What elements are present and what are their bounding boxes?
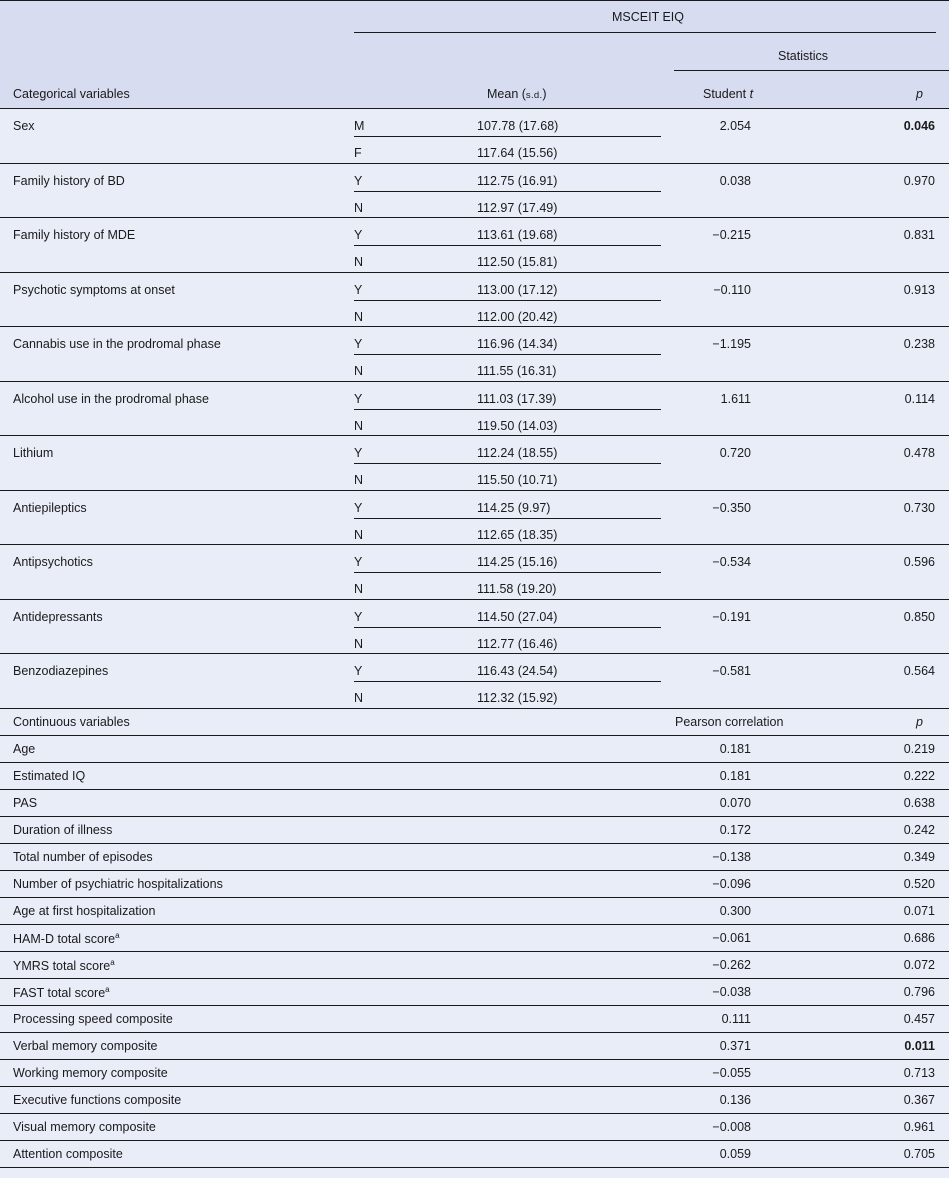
student-t-value: −0.581	[712, 664, 751, 678]
pearson-value: −0.038	[712, 984, 751, 999]
mean-header: Mean (s.d.)	[487, 87, 547, 101]
pearson-value: 0.181	[719, 768, 751, 783]
pearson-value: −0.262	[712, 957, 751, 972]
categorical-row	[0, 382, 949, 437]
category-a: Y	[354, 609, 363, 624]
mean-a: 114.50 (27.04)	[477, 609, 558, 624]
category-a: Y	[354, 500, 363, 515]
variable-label: Number of psychiatric hospitalizations	[13, 876, 223, 891]
pearson-value: −0.055	[712, 1065, 751, 1080]
student-t-value: 0.038	[719, 173, 751, 188]
variable-label: Executive functions composite	[13, 1092, 182, 1107]
student-t-value: −1.195	[712, 337, 751, 351]
table-header	[0, 0, 949, 109]
mean-b: 112.65 (18.35)	[477, 527, 558, 542]
p-value: 0.596	[903, 555, 935, 569]
variable-label: Alcohol use in the prodromal phase	[13, 391, 209, 406]
category-b: N	[354, 255, 364, 269]
p-value: 0.072	[903, 957, 935, 972]
continuous-row	[0, 1033, 949, 1060]
category-a: M	[354, 119, 365, 133]
student-t-value: −0.215	[712, 228, 751, 242]
mean-a: 111.03 (17.39)	[477, 391, 557, 406]
variable-label: Antidepressants	[13, 609, 103, 624]
pearson-value: −0.138	[712, 849, 751, 864]
continuous-row	[0, 871, 949, 898]
p-header: p	[916, 87, 923, 101]
p-value: 0.831	[903, 228, 935, 242]
categorical-row	[0, 600, 949, 655]
variable-label: Psychotic symptoms at onset	[13, 282, 175, 297]
mean-b: 117.64 (15.56)	[477, 146, 558, 160]
categorical-header: Categorical variables	[13, 87, 130, 101]
variable-label: Working memory composite	[13, 1065, 168, 1080]
category-a: Y	[354, 173, 363, 188]
category-a: Y	[354, 391, 363, 406]
mean-b: 111.58 (19.20)	[477, 582, 557, 596]
p-value: 0.071	[903, 903, 935, 918]
continuous-header-row	[0, 709, 949, 736]
student-t-value: 2.054	[719, 119, 751, 133]
p-value: 0.713	[903, 1065, 935, 1080]
student-t-value: −0.191	[712, 609, 751, 624]
p-header-continuous: p	[916, 714, 923, 729]
categorical-row	[0, 164, 949, 219]
pearson-value: 0.181	[719, 741, 751, 756]
pearson-value: 0.059	[719, 1146, 751, 1161]
category-a: Y	[354, 664, 363, 678]
variable-label: HAM-D total score$^a$	[13, 930, 120, 946]
continuous-row	[0, 844, 949, 871]
category-b: N	[354, 309, 364, 324]
continuous-row	[0, 898, 949, 925]
pearson-value: 0.300	[719, 903, 751, 918]
categorical-row	[0, 436, 949, 491]
footnote-marker: a	[115, 930, 120, 940]
categorical-row	[0, 273, 949, 328]
continuous-row	[0, 952, 949, 979]
category-b: N	[354, 200, 364, 215]
pearson-header: Pearson correlation	[675, 714, 784, 729]
p-value: 0.961	[903, 1119, 935, 1134]
p-value: 0.520	[903, 876, 935, 891]
mean-b: 112.77 (16.46)	[477, 636, 558, 651]
category-a: Y	[354, 228, 363, 242]
mean-b: 112.97 (17.49)	[477, 200, 558, 215]
p-value: 0.478	[903, 446, 935, 460]
categorical-body	[0, 109, 949, 709]
variable-label: Age	[13, 741, 36, 756]
mean-b: 111.55 (16.31)	[477, 364, 557, 378]
mean-a: 107.78 (17.68)	[477, 119, 559, 133]
category-b: N	[354, 418, 364, 433]
continuous-row	[0, 979, 949, 1006]
student-t-value: 1.611	[720, 391, 751, 406]
p-value: 0.011	[904, 1038, 935, 1053]
continuous-row	[0, 1114, 949, 1141]
p-value: 0.730	[903, 500, 935, 515]
variable-label: Duration of illness	[13, 822, 113, 837]
category-a: Y	[354, 337, 363, 351]
variable-label: Processing speed composite	[13, 1011, 173, 1026]
mean-a: 116.96 (14.34)	[477, 337, 558, 351]
mean-b: 119.50 (14.03)	[477, 418, 558, 433]
category-b: N	[354, 636, 364, 651]
pearson-value: 0.371	[719, 1038, 751, 1053]
category-b: N	[354, 527, 364, 542]
mean-b: 115.50 (10.71)	[477, 473, 558, 487]
continuous-row	[0, 736, 949, 763]
pearson-value: 0.070	[719, 795, 751, 810]
categorical-row	[0, 109, 949, 164]
msceit-header: MSCEIT EIQ	[612, 10, 685, 24]
p-value: 0.046	[903, 119, 935, 133]
pearson-value: −0.096	[712, 876, 751, 891]
p-value: 0.564	[903, 664, 935, 678]
student-t-value: −0.534	[712, 555, 751, 569]
category-b: N	[354, 691, 364, 705]
student-t-header: Student t	[703, 87, 754, 101]
p-value: 0.796	[903, 984, 935, 999]
categorical-row	[0, 218, 949, 273]
continuous-body	[0, 736, 949, 1168]
continuous-row	[0, 817, 949, 844]
mean-b: 112.00 (20.42)	[477, 309, 558, 324]
p-value: 0.367	[903, 1092, 935, 1107]
variable-label: Attention composite	[13, 1146, 123, 1161]
categorical-row	[0, 545, 949, 600]
variable-label: PAS	[13, 795, 38, 810]
variable-label: Antiepileptics	[13, 500, 87, 515]
statistics-header: Statistics	[778, 49, 829, 63]
variable-label: Age at first hospitalization	[13, 903, 156, 918]
mean-a: 113.61 (19.68)	[477, 228, 558, 242]
p-value: 0.970	[903, 173, 935, 188]
variable-label: YMRS total score$^a$	[13, 957, 115, 973]
mean-a: 112.24 (18.55)	[477, 446, 558, 460]
variable-label: Lithium	[13, 446, 54, 460]
category-a: Y	[354, 282, 363, 297]
continuous-row	[0, 1141, 949, 1168]
variable-label: Cannabis use in the prodromal phase	[13, 337, 221, 351]
p-value: 0.686	[903, 930, 935, 945]
footnote-marker: a	[110, 957, 115, 967]
variable-label: Sex	[13, 119, 35, 133]
p-value: 0.705	[903, 1146, 935, 1161]
footnote-marker: a	[105, 984, 110, 994]
continuous-row	[0, 790, 949, 817]
variable-label: Antipsychotics	[13, 555, 93, 569]
variable-label: Total number of episodes	[13, 849, 153, 864]
category-b: N	[354, 473, 364, 487]
p-value: 0.114	[904, 391, 935, 406]
p-value: 0.242	[903, 822, 935, 837]
pearson-value: −0.061	[712, 930, 751, 945]
pearson-value: 0.111	[721, 1011, 751, 1026]
p-value: 0.457	[903, 1011, 935, 1026]
student-t-value: 0.720	[719, 446, 751, 460]
pearson-value: 0.172	[719, 822, 751, 837]
continuous-row	[0, 925, 949, 952]
category-a: Y	[354, 446, 363, 460]
continuous-row	[0, 1060, 949, 1087]
continuous-row	[0, 763, 949, 790]
mean-b: 112.50 (15.81)	[477, 255, 558, 269]
p-value: 0.913	[903, 282, 935, 297]
continuous-row	[0, 1006, 949, 1033]
mean-a: 116.43 (24.54)	[477, 664, 558, 678]
student-t-value: −0.350	[712, 500, 751, 515]
pearson-value: −0.008	[712, 1119, 751, 1134]
variable-label: Family history of BD	[13, 173, 125, 188]
p-value: 0.222	[903, 768, 935, 783]
p-value: 0.638	[903, 795, 935, 810]
mean-a: 112.75 (16.91)	[477, 173, 558, 188]
student-t-value: −0.110	[713, 282, 751, 297]
variable-label: FAST total score$^a$	[13, 984, 110, 1000]
mean-a: 114.25 (9.97)	[477, 500, 551, 515]
categorical-row	[0, 491, 949, 546]
mean-a: 114.25 (15.16)	[477, 555, 558, 569]
continuous-header: Continuous variables	[13, 714, 130, 729]
variable-label: Verbal memory composite	[13, 1038, 158, 1053]
pearson-value: 0.136	[719, 1092, 751, 1107]
category-a: Y	[354, 555, 363, 569]
p-value: 0.349	[903, 849, 935, 864]
p-value: 0.238	[903, 337, 935, 351]
category-b: F	[354, 146, 362, 160]
categorical-row	[0, 327, 949, 382]
variable-label: Visual memory composite	[13, 1119, 156, 1134]
mean-b: 112.32 (15.92)	[477, 691, 558, 705]
variable-label: Estimated IQ	[13, 768, 86, 783]
categorical-row	[0, 654, 949, 709]
variable-label: Family history of MDE	[13, 228, 136, 242]
p-value: 0.850	[903, 609, 935, 624]
variable-label: Benzodiazepines	[13, 664, 109, 678]
continuous-row	[0, 1087, 949, 1114]
mean-a: 113.00 (17.12)	[477, 282, 558, 297]
p-value: 0.219	[903, 741, 935, 756]
category-b: N	[354, 364, 364, 378]
category-b: N	[354, 582, 364, 596]
